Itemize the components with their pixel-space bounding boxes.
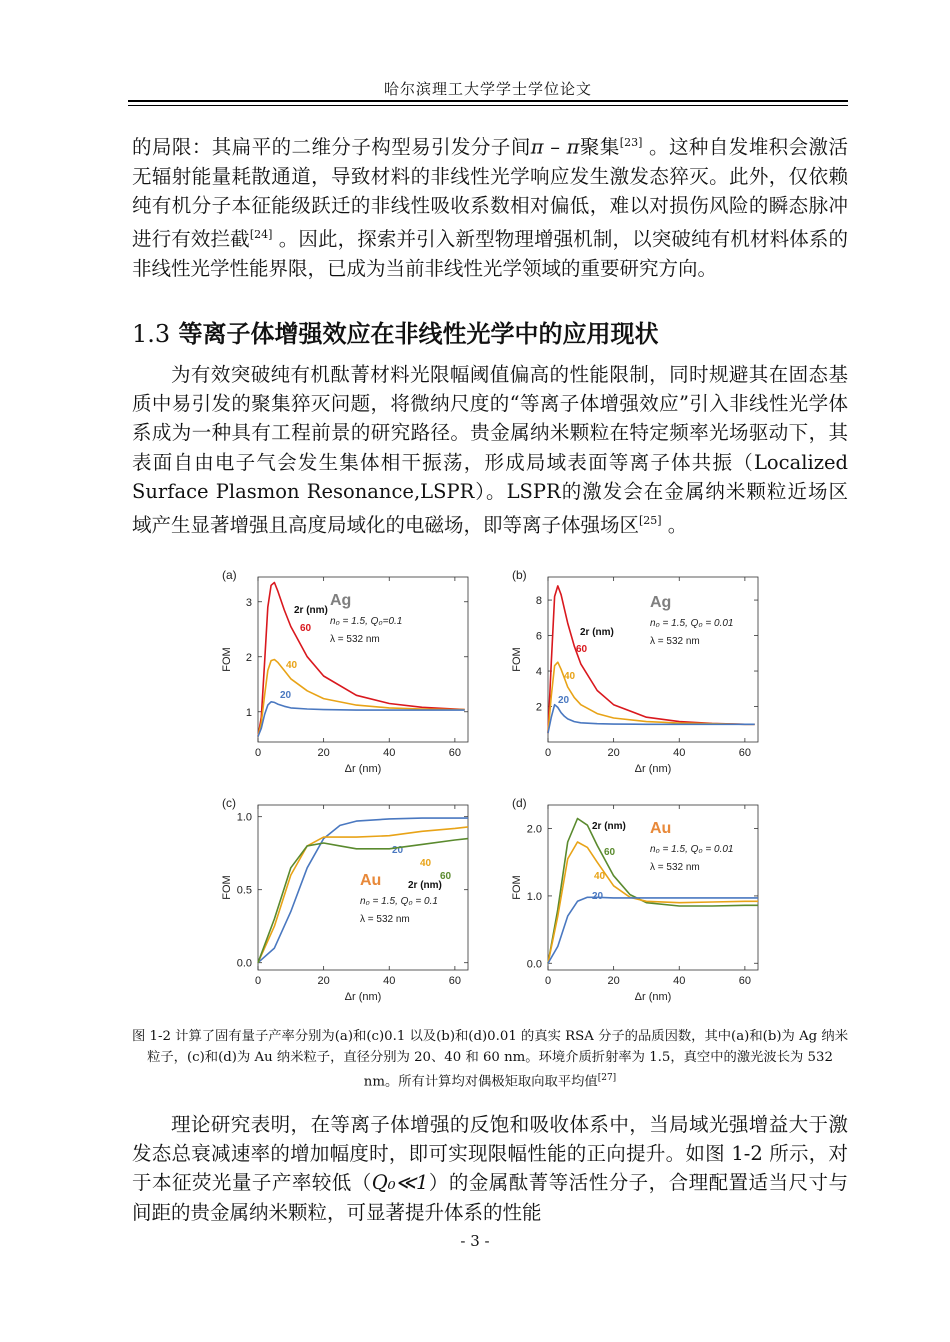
y-tick-label: 1.0	[526, 890, 542, 903]
panel-label: (b)	[512, 568, 527, 582]
paragraph-3	[132, 1110, 848, 1227]
panel-label: (a)	[222, 568, 237, 582]
metal-label: Au	[650, 820, 672, 837]
figure-panel-c	[210, 793, 500, 1011]
y-tick-label: 6	[535, 630, 542, 643]
metal-label: Au	[360, 872, 382, 889]
x-tick-label: 40	[673, 747, 686, 759]
citation-25: [25]	[639, 514, 662, 528]
y-axis-label: FOM	[511, 875, 523, 900]
citation-27: [27]	[597, 1073, 617, 1083]
wavelength-label: λ = 532 nm	[650, 636, 700, 647]
paragraph-1-text-c: 。这种自发堆积会激活无辐射能量耗散通道，导致材料的非线性光学响应发生激发态猝灭。此外，仅依赖纯有机分子本征能级跃迁的非线性吸收系数相对偏低，难以对损伤风险的瞬态脉冲进行有效拦截	[132, 135, 848, 251]
panel-label: (c)	[222, 796, 236, 810]
x-axis-label: Δr (nm)	[344, 991, 382, 1003]
series-line-60	[548, 819, 758, 964]
x-tick-label: 20	[317, 747, 330, 759]
series-label-40: 40	[420, 858, 432, 869]
series-label-60: 60	[440, 871, 452, 882]
x-tick-label: 0	[544, 975, 552, 987]
params-label: n₀ = 1.5, Q₀ = 0.1	[360, 896, 438, 907]
series-line-40	[258, 827, 468, 963]
wavelength-label: λ = 532 nm	[360, 914, 410, 925]
paragraph-1-text-d: 。因此，探索并引入新型物理增强机制，以突破纯有机材料体系的非线性光学性能界限，已成为当前非线性光学领域的重要研究方向。	[132, 227, 848, 280]
wavelength-label: λ = 532 nm	[330, 634, 380, 645]
y-tick-label: 1.0	[236, 811, 252, 824]
legend-title: 2r (nm)	[592, 821, 626, 832]
y-tick-label: 4	[535, 666, 542, 679]
running-header: 哈尔滨理工大学学士学位论文	[383, 80, 592, 98]
paragraph-2-text-a: 为有效突破纯有机酞菁材料光限幅阈值偏高的性能限制，同时规避其在固态基质中易引发的聚集猝灭问题，将微纳尺度的“等离子体增强效应”引入非线性光学体系成为一种具有工程前景的研究路径。贵金属纳米颗粒在特定频率光场驱动下，其表面自由电子气会发生集体相干振荡，形成局域表面等离子体共振（Localized Surface Plasmon Resonance,LSPR）。LSPR的激发会在金属纳米颗粒近场区域产生显著增强且高度局域化的电磁场，即等离子体强场区	[132, 363, 848, 537]
legend-title: 2r (nm)	[408, 880, 442, 891]
params-label: n₀ = 1.5, Q₀=0.1	[330, 616, 403, 627]
x-tick-label: 0	[254, 747, 262, 759]
series-label-20: 20	[280, 690, 292, 701]
paragraph-2-text-b: 。	[661, 513, 688, 537]
series-label-40: 40	[594, 871, 606, 882]
header-rule-thin	[128, 105, 848, 106]
x-tick-label: 20	[607, 747, 620, 759]
section-number: 1.3	[132, 320, 171, 348]
y-tick-label: 2.0	[526, 823, 542, 836]
figure-panel-d	[500, 793, 790, 1011]
q0-symbol: Q₀≪1	[371, 1171, 429, 1195]
series-label-20: 20	[592, 891, 604, 902]
y-axis-label: FOM	[221, 875, 233, 900]
params-label: n₀ = 1.5, Q₀ = 0.01	[650, 618, 734, 629]
wavelength-label: λ = 532 nm	[650, 862, 700, 873]
y-tick-label: 0.0	[236, 957, 252, 970]
params-label: n₀ = 1.5, Q₀ = 0.01	[650, 844, 734, 855]
figure-panel-b	[500, 565, 790, 783]
series-label-40: 40	[286, 660, 298, 671]
figure-caption-text: 图 1-2 计算了固有量子产率分别为(a)和(c)0.1 以及(b)和(d)0.01 的真实 RSA 分子的品质因数，其中(a)和(b)为 Ag 纳米粒子，(c)和(d)为 Au 纳米粒子，直径分别为 20、40 和 60 nm。环境介质折射率为 1.5，真空中的激光波长为 532 nm。所有计算均对偶极矩取向取平均值	[132, 1029, 848, 1090]
series-label-60: 60	[576, 644, 588, 655]
x-tick-label: 0	[254, 975, 262, 987]
y-tick-label: 2	[245, 651, 252, 664]
y-tick-label: 1	[245, 706, 252, 719]
series-line-20	[548, 897, 758, 963]
x-tick-label: 20	[317, 975, 330, 987]
x-tick-label: 0	[544, 747, 552, 759]
x-tick-label: 60	[738, 975, 751, 987]
y-tick-label: 8	[535, 595, 542, 608]
paragraph-1-text-b: 聚集	[579, 135, 620, 159]
series-label-20: 20	[558, 695, 570, 706]
y-tick-label: 0.5	[236, 884, 252, 897]
x-tick-label: 40	[383, 747, 396, 759]
x-tick-label: 60	[448, 747, 461, 759]
citation-23: [23]	[619, 136, 643, 149]
x-tick-label: 60	[448, 975, 461, 987]
series-line-20	[548, 705, 755, 733]
y-axis-label: FOM	[511, 647, 523, 672]
x-tick-label: 40	[673, 975, 686, 987]
series-label-60: 60	[604, 847, 616, 858]
series-line-20	[258, 702, 465, 737]
x-tick-label: 60	[738, 747, 751, 759]
x-tick-label: 20	[607, 975, 620, 987]
section-heading	[132, 314, 659, 349]
metal-label: Ag	[650, 594, 672, 611]
x-axis-label: Δr (nm)	[634, 763, 672, 775]
series-label-60: 60	[300, 623, 312, 634]
y-axis-label: FOM	[221, 647, 233, 672]
y-tick-label: 2	[535, 701, 542, 714]
header-rule-thick	[128, 100, 848, 102]
pi-pi-symbol: π – π	[530, 135, 580, 159]
citation-24: [24]	[249, 228, 273, 242]
x-axis-label: Δr (nm)	[344, 763, 382, 775]
figure-caption	[132, 1026, 848, 1092]
figure-panel-a	[210, 565, 500, 783]
paragraph-3-text-a: 理论研究表明，在等离子体增强的反饱和吸收体系中，当局域光强增益大于激发态总衰减速率的增加幅度时，即可实现限幅性能的正向提升。如图 1-2 所示，对于本征荧光量子产率较低（	[132, 1113, 848, 1195]
panel-label: (d)	[512, 796, 527, 810]
section-title: 等离子体增强效应在非线性光学中的应用现状	[178, 319, 659, 348]
y-tick-label: 3	[245, 596, 252, 609]
metal-label: Ag	[330, 592, 352, 609]
series-label-20: 20	[392, 845, 404, 856]
x-axis-label: Δr (nm)	[634, 991, 672, 1003]
legend-title: 2r (nm)	[580, 627, 614, 638]
paragraph-1	[132, 128, 848, 283]
x-tick-label: 40	[383, 975, 396, 987]
y-tick-label: 0.0	[526, 958, 542, 971]
page-number: - 3 -	[460, 1232, 490, 1250]
paragraph-3-text-b: ）的金属酞菁等活性分子，合理配置适当尺寸与间距的贵金属纳米颗粒，可显著提升体系的性能	[132, 1171, 848, 1224]
legend-title: 2r (nm)	[294, 605, 328, 616]
paragraph-2	[132, 360, 848, 540]
series-label-40: 40	[564, 671, 576, 682]
paragraph-1-text-a: 的局限：其扁平的二维分子构型易引发分子间	[132, 135, 531, 159]
